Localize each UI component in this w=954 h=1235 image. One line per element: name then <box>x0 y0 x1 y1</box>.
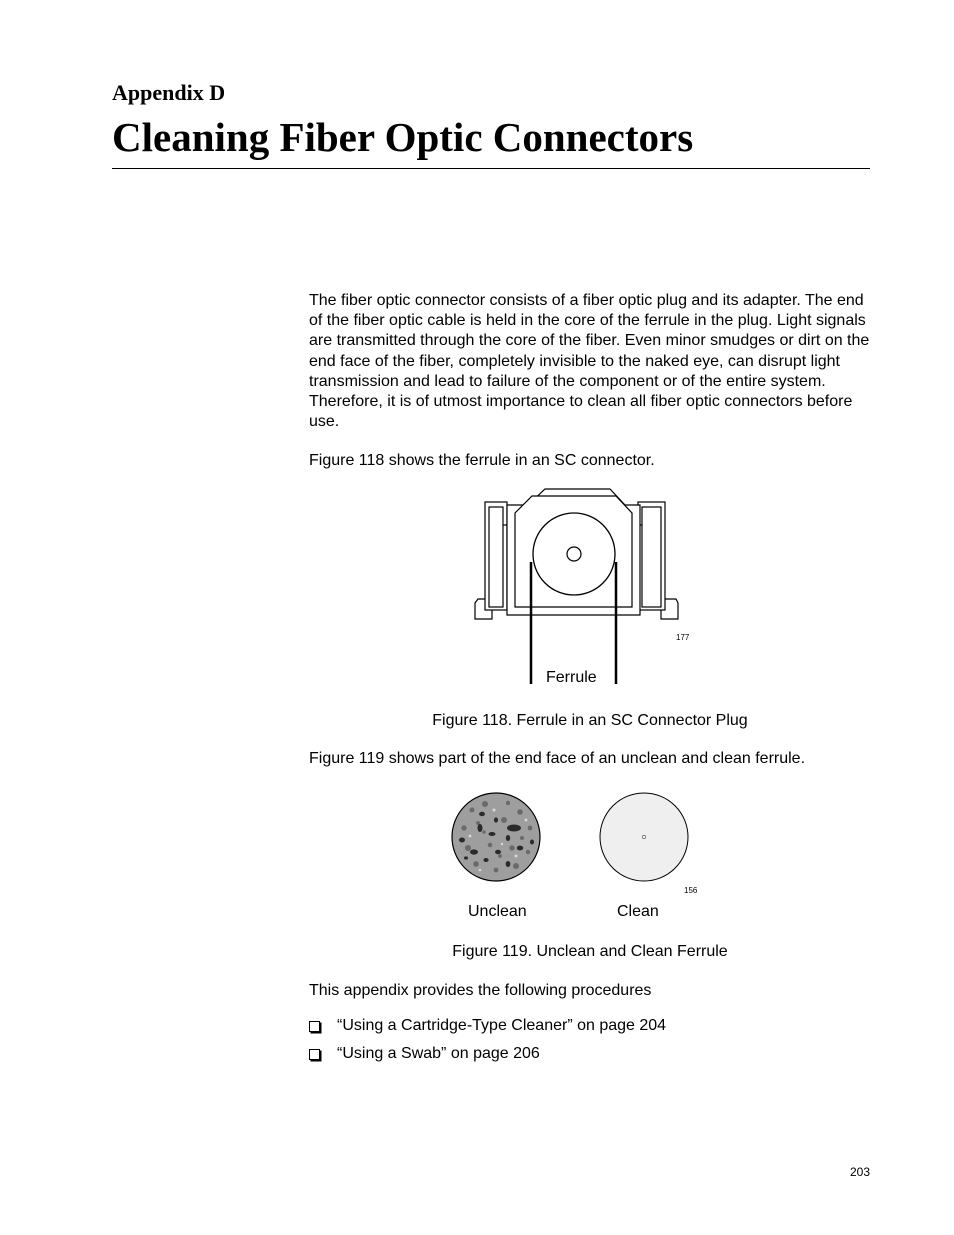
figure119-code: 156 <box>684 886 698 895</box>
procedure-link[interactable]: “Using a Cartridge-Type Cleaner” on page 204 <box>337 1017 667 1034</box>
intro-paragraph: The fiber optic connector consists of a fiber optic plug and its adapter. The end of the fiber optic cable is held in the core of the ferrule in the plug. Light signals are transmitted through the core of the fiber. Even minor smudges or dirt on the end face of the fiber, completely invisible to the naked eye, can disrupt light transmission and lead to failure of the component or of the entire system. Therefore, it is of utmost importance to clean all fiber optic connectors before use. <box>309 292 870 431</box>
list-item[interactable] <box>309 1044 666 1072</box>
checkbox-bullet-icon <box>309 1049 320 1060</box>
procedure-link[interactable]: “Using a Swab” on page 206 <box>337 1045 540 1062</box>
figure119-caption: Figure 119. Unclean and Clean Ferrule <box>452 943 728 960</box>
clean-ferrule-drawing <box>596 790 696 890</box>
figure119-intro: Figure 119 shows part of the end face of an unclean and clean ferrule. <box>309 750 806 767</box>
figure118-caption: Figure 118. Ferrule in an SC Connector Plug <box>432 712 748 729</box>
list-item[interactable] <box>309 1016 666 1044</box>
sc-connector-drawing <box>470 485 700 690</box>
page-number: 203 <box>849 1165 870 1179</box>
figure119 <box>448 788 708 923</box>
unclean-label: Unclean <box>468 903 527 920</box>
procedures-intro: This appendix provides the following procedures <box>309 982 652 999</box>
page-title: Cleaning Fiber Optic Connectors <box>112 114 694 160</box>
appendix-label: Appendix D <box>112 80 226 105</box>
figure118-intro: Figure 118 shows the ferrule in an SC connector. <box>309 452 655 469</box>
title-rule <box>112 168 870 169</box>
figure118-code: 177 <box>676 633 690 642</box>
checkbox-bullet-icon <box>309 1021 320 1032</box>
procedures-list <box>309 1016 666 1072</box>
figure118 <box>470 485 700 690</box>
ferrule-label: Ferrule <box>546 669 597 686</box>
unclean-ferrule-drawing <box>450 790 550 890</box>
clean-label: Clean <box>617 903 659 920</box>
